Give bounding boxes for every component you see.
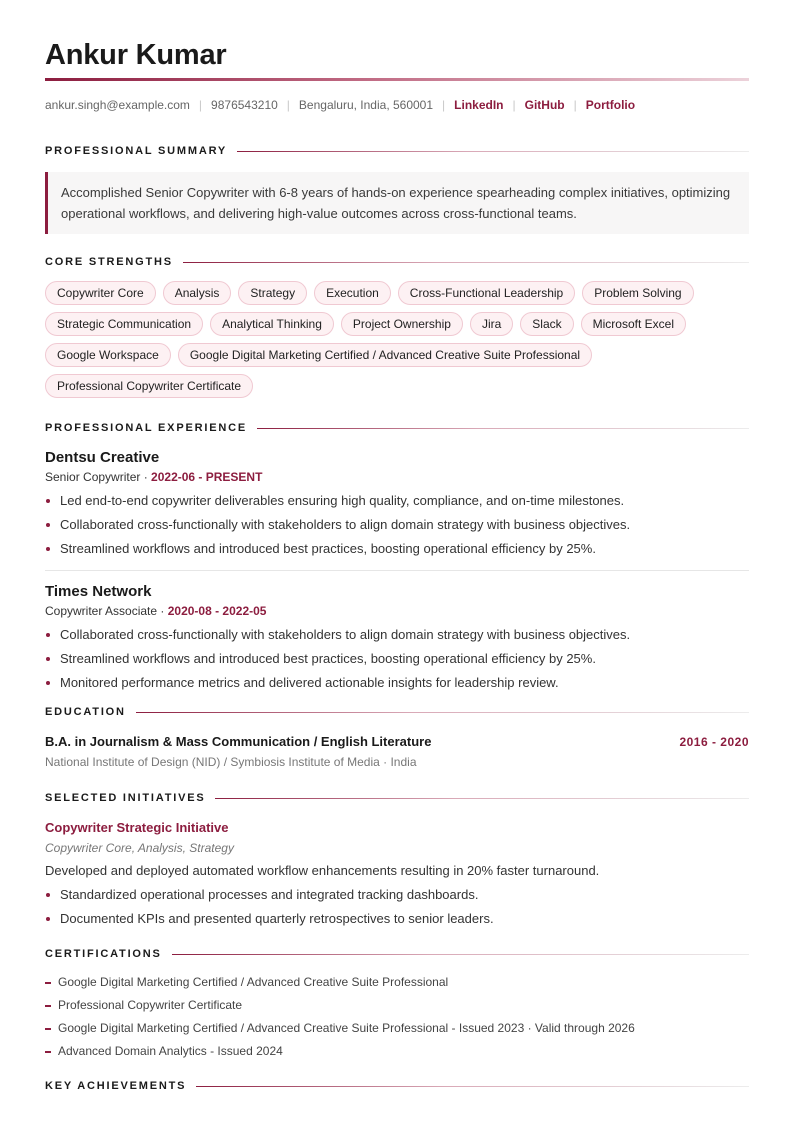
job-title: Senior Copywriter	[45, 470, 141, 484]
section-title: EDUCATION	[45, 706, 126, 718]
section-heading-initiatives	[45, 791, 749, 805]
contact-email[interactable]: ankur.singh@example.com	[45, 98, 190, 112]
job-bullet: Monitored performance metrics and delivered actionable insights for leadership review.	[45, 675, 749, 691]
linkedin-link[interactable]: LinkedIn	[454, 98, 504, 112]
section-heading-certifications	[45, 947, 749, 961]
contact-location: Bengaluru, India, 560001	[298, 98, 434, 112]
education-row	[45, 734, 749, 749]
strength-chip: Jira	[470, 312, 513, 336]
initiative-tags: Copywriter Core, Analysis, Strategy	[45, 841, 234, 855]
section-heading-experience	[45, 421, 749, 435]
section-rule	[196, 1086, 749, 1087]
contact-separator: |	[198, 98, 203, 112]
section-heading-strengths	[45, 255, 749, 269]
name-underline	[45, 78, 749, 81]
strength-chip: Execution	[314, 281, 391, 305]
section-rule	[172, 954, 749, 955]
contact-phone: 9876543210	[211, 98, 278, 112]
section-rule	[237, 151, 749, 152]
section-heading-summary	[45, 144, 749, 158]
job-bullet: Streamlined workflows and introduced best practices, boosting operational efficiency by 25%.	[45, 541, 749, 557]
strength-chip: Copywriter Core	[45, 281, 156, 305]
contact-bar	[45, 97, 749, 113]
initiative-bullet: Standardized operational processes and integrated tracking dashboards.	[45, 887, 749, 903]
certification-item: Google Digital Marketing Certified / Advanced Creative Suite Professional	[45, 975, 749, 990]
education-dates: 2016 - 2020	[679, 735, 749, 749]
initiative-title: Copywriter Strategic Initiative	[45, 820, 229, 835]
strength-chip: Strategy	[238, 281, 307, 305]
section-rule	[183, 262, 749, 263]
section-heading-education	[45, 705, 749, 719]
initiative-description: Developed and deployed automated workflow enhancements resulting in 20% faster turnaround.	[45, 863, 600, 878]
section-rule	[257, 428, 749, 429]
job-title: Copywriter Associate	[45, 604, 158, 618]
section-title: KEY ACHIEVEMENTS	[45, 1080, 187, 1092]
job-entry	[45, 570, 749, 691]
strength-chip: Project Ownership	[341, 312, 463, 336]
contact-separator: |	[442, 98, 446, 112]
strength-chip: Analysis	[163, 281, 232, 305]
job-role-line: Senior Copywriter · 2022-06 - PRESENT	[45, 470, 263, 484]
section-rule	[136, 712, 749, 713]
company-name: Times Network	[45, 583, 152, 600]
job-dates: 2020-08 - 2022-05	[167, 604, 267, 618]
job-bullets	[45, 627, 749, 691]
contact-separator: |	[286, 98, 290, 112]
contact-separator: |	[573, 98, 577, 112]
contact-separator: |	[512, 98, 516, 112]
strength-chip: Google Digital Marketing Certified / Advanced Creative Suite Professional	[178, 343, 592, 367]
certification-list	[45, 975, 749, 1059]
job-bullet: Collaborated cross-functionally with stakeholders to align domain strategy with business objectives.	[45, 627, 749, 643]
section-title: CERTIFICATIONS	[45, 948, 162, 960]
company-name: Dentsu Creative	[45, 449, 160, 466]
section-title: SELECTED INITIATIVES	[45, 792, 206, 804]
initiative-bullets	[45, 887, 749, 927]
certification-item: Google Digital Marketing Certified / Advanced Creative Suite Professional - Issued 2023 · Valid through 2026	[45, 1021, 749, 1036]
certification-item: Professional Copywriter Certificate	[45, 998, 749, 1013]
certification-item: Advanced Domain Analytics - Issued 2024	[45, 1044, 749, 1059]
degree-name: B.A. in Journalism & Mass Communication / English Literature	[45, 734, 432, 749]
section-rule	[215, 798, 749, 799]
strength-chip: Problem Solving	[582, 281, 693, 305]
job-bullet: Led end-to-end copywriter deliverables ensuring high quality, compliance, and on-time milestones.	[45, 493, 749, 509]
job-bullet: Streamlined workflows and introduced best practices, boosting operational efficiency by 25%.	[45, 651, 749, 667]
strength-chip: Google Workspace	[45, 343, 171, 367]
job-bullet: Collaborated cross-functionally with stakeholders to align domain strategy with business objectives.	[45, 517, 749, 533]
strength-chip: Slack	[520, 312, 573, 336]
candidate-name: Ankur Kumar	[45, 39, 227, 71]
job-bullets	[45, 493, 749, 557]
strength-chip: Professional Copywriter Certificate	[45, 374, 253, 398]
strength-chip: Cross-Functional Leadership	[398, 281, 575, 305]
section-title: PROFESSIONAL SUMMARY	[45, 145, 228, 157]
initiative-bullet: Documented KPIs and presented quarterly retrospectives to senior leaders.	[45, 911, 749, 927]
job-entry	[45, 449, 749, 557]
strength-chip: Analytical Thinking	[210, 312, 334, 336]
job-dates: 2022-06 - PRESENT	[151, 470, 263, 484]
section-title: CORE STRENGTHS	[45, 256, 173, 268]
github-link[interactable]: GitHub	[524, 98, 565, 112]
job-role-line: Copywriter Associate · 2020-08 - 2022-05	[45, 604, 267, 618]
portfolio-link[interactable]: Portfolio	[585, 98, 636, 112]
school-name: National Institute of Design (NID) / Symbiosis Institute of Media · India	[45, 755, 417, 769]
strength-chip: Microsoft Excel	[581, 312, 686, 336]
strength-chip: Strategic Communication	[45, 312, 203, 336]
summary-text: Accomplished Senior Copywriter with 6-8 years of hands-on experience spearheading complex initiatives, optimizing operational workflows, and delivering high-value outcomes across cross-functional teams.	[45, 172, 749, 234]
strengths-chip-list	[45, 281, 749, 398]
section-title: PROFESSIONAL EXPERIENCE	[45, 422, 247, 434]
section-heading-achievements	[45, 1079, 749, 1093]
